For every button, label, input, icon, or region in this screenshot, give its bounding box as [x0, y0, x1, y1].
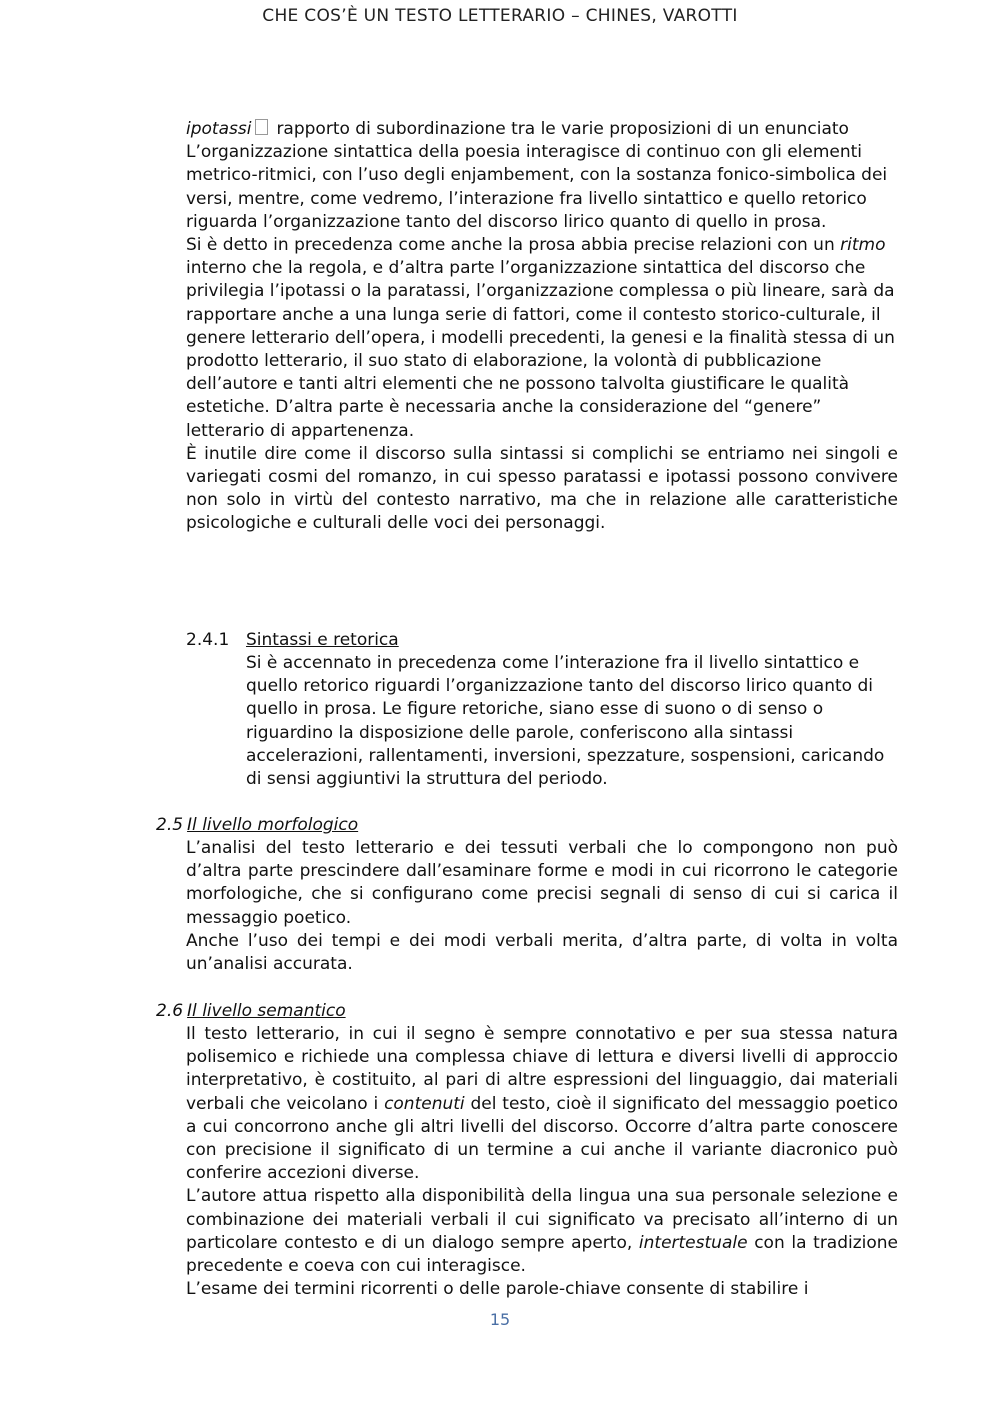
definition-line [186, 118, 898, 141]
paragraph: L’organizzazione sintattica della poesia interagisce di continuo con gli elementi metrico-ritmici, con l’uso degli enjambement, con la sostanza fonico-simbolica dei versi, mentre, come vedremo, l’interazione fra livello sintattico e quello retorico riguarda l’organizzazione tanto del discorso lirico quanto di quello in prosa. [186, 142, 888, 232]
paragraph-text: Il testo letterario, in cui il segno è sempre connotativo e per sua stessa natura polisemico e richiede una complessa chiave di lettura e diversi livelli di approccio interpretativo, è costituito, al pari di altre espressioni del linguaggio, dai materiali verbali che veicolano i [186, 1024, 898, 1114]
section-number: 2.6 [156, 1001, 184, 1021]
definition-term: ipotassi [186, 119, 252, 139]
page-number: 15 [489, 1310, 511, 1329]
paragraph-text: Si è detto in precedenza come anche la prosa abbia precise relazioni con un [186, 235, 835, 256]
paragraph-text: L’autore attua rispetto alla disponibilità della lingua una sua personale selezione e combinazione dei materiali verbali il cui significato va precisato all’interno di un particolare contesto e di un dialogo sempre aperto, [186, 1186, 898, 1253]
subsection-body [246, 652, 896, 791]
paragraph-emphasis: ritmo [840, 235, 886, 256]
paragraph [186, 1023, 898, 1185]
paragraph: L’esame dei termini ricorrenti o delle parole-chiave consente di stabilire i [186, 1279, 809, 1300]
paragraph: Anche l’uso dei tempi e dei modi verbali merita, d’altra parte, di volta in volta un’analisi accurata. [186, 930, 898, 975]
paragraph-text: con la tradizione precedente e coeva con cui interagisce. [186, 1232, 899, 1277]
paragraph-emphasis: contenuti [384, 1093, 465, 1114]
paragraph: È inutile dire come il discorso sulla sintassi si complichi se entriamo nei singoli e variegati cosmi del romanzo, in cui spesso paratassi e ipotassi possono convivere non solo in virtù del contesto narrativo, ma che in relazione alle caratteristiche psicologiche e culturali delle voci dei personaggi. [186, 443, 898, 534]
definition-text: rapporto di subordinazione tra le varie proposizioni di un enunciato [276, 119, 849, 139]
section-number: 2.5 [156, 815, 184, 835]
paragraph: Si è accennato in precedenza come l’interazione fra il livello sintattico e quello retorico riguardi l’organizzazione tanto del discorso lirico quanto di quello in prosa. Le figure retoriche, siano esse di suono o di senso o riguardino la disposizione delle parole, conferiscono alla sintassi accelerazioni, rallentamenti, inversioni, spezzature, sospensioni, caricando di sensi aggiuntivi la struttura del periodo. [246, 653, 885, 790]
paragraph-text: del testo, cioè il significato del messaggio poetico a cui concorrono anche gli altri livelli del discorso. Occorre d’altra parte conoscere con precisione il significato di un termine a cui anche il variante diacronico può conferire accezioni diverse. [186, 1093, 899, 1184]
section-heading [156, 814, 358, 837]
intro-block [186, 118, 898, 536]
section-body [186, 837, 898, 976]
subsection-heading [186, 629, 399, 652]
paragraph [186, 1185, 898, 1278]
paragraph: L’analisi del testo letterario e dei tessuti verbali che lo compongono non può d’altra parte prescindere dall’esaminare forme e modi in cui ricorrono le categorie morfologiche, che si configurano come precisi segnali di senso di cui si carica il messaggio poetico. [186, 838, 898, 928]
paragraph [186, 234, 898, 443]
section-title: Il livello morfologico [187, 815, 359, 835]
section-title: Il livello semantico [187, 1001, 346, 1021]
subsection-title: Sintassi e retorica [246, 630, 399, 650]
missing-glyph-icon [255, 119, 268, 135]
subsection-number: 2.4.1 [186, 630, 230, 650]
section-body [186, 1023, 898, 1301]
paragraph-text: interno che la regola, e d’altra parte l’organizzazione sintattica del discorso che privilegia l’ipotassi o la paratassi, l’organizzazione complessa o più lineare, sarà da rapportare anche a una lunga serie di fattori, come il contesto storico-culturale, il genere letterario dell’opera, i modelli precedenti, la genesi e la finalità stessa di un prodotto letterario, il suo stato di elaborazione, la volontà di pubblicazione dell’autore e tanti altri elementi che ne possono talvolta giustificare le qualità estetiche. D’altra parte è necessaria anche la considerazione del “genere” letterario di appartenenza. [186, 258, 895, 441]
running-header: CHE COS’È UN TESTO LETTERARIO – CHINES, VAROTTI [262, 6, 738, 26]
paragraph-emphasis: intertestuale [638, 1232, 748, 1253]
section-heading [156, 1000, 346, 1023]
